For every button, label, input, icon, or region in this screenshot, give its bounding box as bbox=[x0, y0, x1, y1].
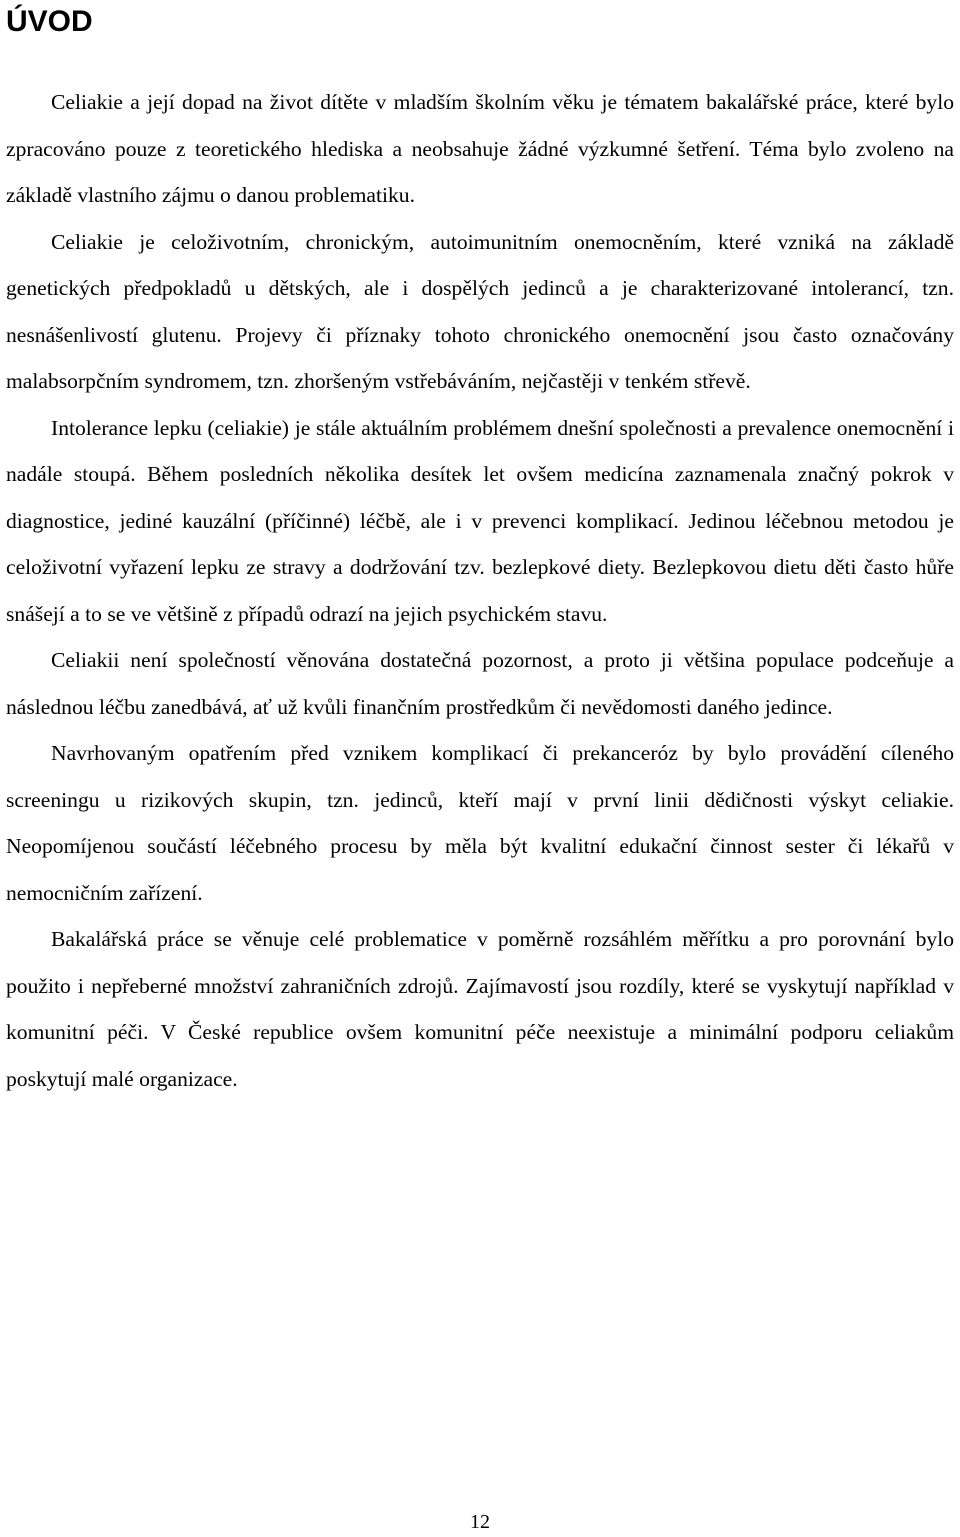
paragraph-intro: Celiakie a její dopad na život dítěte v mladším školním věku je tématem bakalářské práce, které bylo zpracováno pouze z teoretického hlediska a neobsahuje žádné výzkumné šetření. Téma bylo zvoleno na základě vlastního zájmu o danou problematiku. bbox=[6, 90, 954, 207]
paragraph-screening: Navrhovaným opatřením před vznikem komplikací či prekanceróz by bylo provádění cíleného screeningu u rizikových skupin, tzn. jedinců, kteří mají v první linii dědičnosti výskyt celiakie. Neopomíjenou součástí léčebného procesu by měla být kvalitní edukační činnost sester či lékařů v nemocničním zařízení. bbox=[6, 741, 954, 905]
page-number: 12 bbox=[470, 1511, 490, 1533]
paragraph-definition: Celiakie je celoživotním, chronickým, autoimunitním onemocněním, které vzniká na základě genetických předpokladů u dětských, ale i dospělých jedinců a je charakterizované intolerancí, tzn. nesnášenlivostí glutenu. Projevy či příznaky tohoto chronického onemocnění jsou často označovány malabsorpčním syndromem, tzn. zhoršeným vstřebáváním, nejčastěji v tenkém střevě. bbox=[6, 229, 954, 393]
paragraph-intolerance: Intolerance lepku (celiakie) je stále aktuálním problémem dnešní společnosti a prevalence onemocnění i nadále stoupá. Během posledních několika desítek let ovšem medicína zaznamenala značný pokrok v diagnostice, jediné kauzální (příčinné) léčbě, ale i v prevenci komplikací. Jedinou léčebnou metodou je celoživotní vyřazení lepku ze stravy a dodržování tzv. bezlepkové diety. Bezlepkovou dietu děti často hůře snášejí a to se ve většině z případů odrazí na jejich psychickém stavu. bbox=[6, 415, 954, 626]
paragraph-awareness: Celiakii není společností věnována dostatečná pozornost, a proto ji většina populace podceňuje a následnou léčbu zanedbává, ať už kvůli finančním prostředkům či nevědomosti daného jedince. bbox=[6, 648, 954, 719]
section-heading: ÚVOD bbox=[6, 5, 93, 38]
paragraph-scope: Bakalářská práce se věnuje celé problematice v poměrně rozsáhlém měřítku a pro porovnání bylo použito i nepřeberné množství zahraničních zdrojů. Zajímavostí jsou rozdíly, které se vyskytují například v komunitní péči. V České republice ovšem komunitní péče neexistuje a minimální podporu celiakům poskytují malé organizace. bbox=[6, 927, 954, 1091]
body-text bbox=[6, 79, 954, 1102]
